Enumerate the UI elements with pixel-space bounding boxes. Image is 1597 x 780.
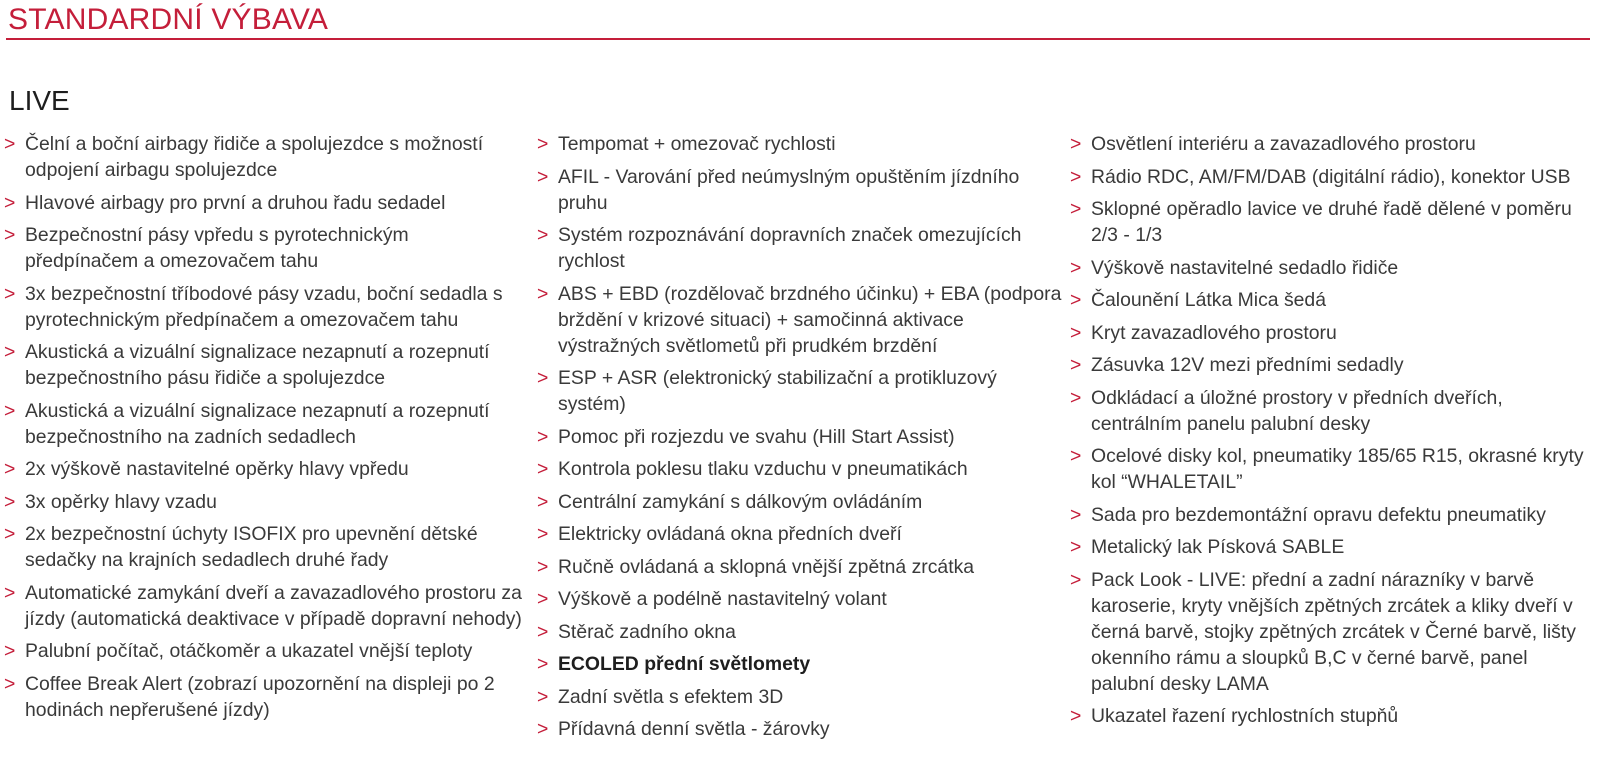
- bullet-marker: >: [537, 458, 549, 480]
- bullet-marker: >: [1070, 503, 1082, 526]
- feature-text: Stěrač zadního okna: [558, 620, 736, 643]
- feature-text: Centrální zamykání s dálkovým ovládáním: [558, 490, 923, 513]
- bullet-marker: >: [537, 620, 549, 643]
- bullet-marker: >: [537, 490, 549, 513]
- feature-list-item: [1070, 131, 1590, 157]
- feature-text: AFIL - Varování před neúmyslným opuštěním jízdního pruhu: [558, 165, 1020, 214]
- feature-list-item: [4, 580, 524, 632]
- feature-list-item: [537, 521, 1065, 547]
- feature-list-item: [537, 684, 1065, 710]
- feature-text: ESP + ASR (elektronický stabilizační a protikluzový systém): [558, 367, 997, 415]
- feature-text: Bezpečnostní pásy vpředu s pyrotechnickým předpínačem a omezovačem tahu: [25, 224, 409, 272]
- feature-text: 3x bezpečnostní tříbodové pásy vzadu, boční sedadla s pyrotechnickým předpínačem a omezovačem tahu: [25, 282, 503, 331]
- feature-text: Akustická a vizuální signalizace nezapnutí a rozepnutí bezpečnostního na zadních sedadlech: [25, 399, 490, 448]
- bullet-marker: >: [1070, 386, 1082, 409]
- bullet-marker: >: [537, 165, 549, 188]
- bullet-marker: >: [1070, 256, 1082, 279]
- feature-list-item: [537, 716, 1065, 742]
- feature-list-item: [1070, 352, 1590, 378]
- feature-list-item: [4, 131, 524, 183]
- bullet-marker: >: [1070, 133, 1082, 155]
- feature-list-item: [4, 671, 524, 723]
- feature-list-item: [1070, 164, 1590, 190]
- bullet-marker: >: [1070, 165, 1082, 188]
- page-title: STANDARDNÍ VÝBAVA: [8, 3, 329, 36]
- feature-text: Ukazatel řazení rychlostních stupňů: [1091, 705, 1399, 727]
- feature-list-item: [537, 489, 1065, 515]
- feature-text: Osvětlení interiéru a zavazadlového prostoru: [1091, 133, 1476, 155]
- trim-level-heading: LIVE: [9, 85, 70, 116]
- feature-list-item: [537, 554, 1065, 580]
- bullet-marker: >: [537, 133, 549, 155]
- bullet-marker: >: [1070, 445, 1082, 467]
- feature-list-item: [1070, 320, 1590, 346]
- bullet-marker: >: [537, 685, 549, 708]
- title-divider: [6, 38, 1590, 40]
- feature-list-item: [4, 398, 524, 450]
- bullet-marker: >: [537, 653, 549, 675]
- feature-list-item: [1070, 567, 1590, 697]
- feature-list-item: [537, 424, 1065, 450]
- feature-list-item: [1070, 703, 1590, 729]
- bullet-marker: >: [4, 224, 16, 246]
- bullet-marker: >: [4, 282, 16, 305]
- feature-text: Kontrola poklesu tlaku vzduchu v pneumatikách: [558, 458, 968, 480]
- feature-text: ABS + EBD (rozdělovač brzdného účinku) + EBA (podpora brždění v krizové situaci) + samočinná aktivace výstražných světlometů při prudkém brzdění: [558, 282, 1062, 357]
- feature-text: Coffee Break Alert (zobrazí upozornění na displeji po 2 hodinách nepřerušené jízdy): [25, 672, 495, 721]
- feature-list-item: [537, 164, 1065, 216]
- feature-text: Akustická a vizuální signalizace nezapnutí a rozepnutí bezpečnostního pásu řidiče a spolujezdce: [25, 341, 490, 389]
- feature-list-item: [537, 619, 1065, 645]
- bullet-marker: >: [4, 399, 16, 422]
- feature-text: Přídavná denní světla - žárovky: [558, 718, 830, 740]
- feature-list-item: [1070, 287, 1590, 313]
- bullet-marker: >: [4, 191, 16, 214]
- bullet-marker: >: [4, 581, 16, 604]
- bullet-marker: >: [4, 458, 16, 480]
- feature-column-3: [1070, 131, 1590, 736]
- feature-list-item: [4, 489, 524, 515]
- feature-text: Výškově a podélně nastavitelný volant: [558, 588, 887, 610]
- bullet-marker: >: [4, 341, 16, 363]
- bullet-marker: >: [4, 672, 16, 695]
- bullet-marker: >: [537, 282, 549, 305]
- feature-list-item: [537, 365, 1065, 417]
- feature-text: 2x bezpečnostní úchyty ISOFIX pro upevnění dětské sedačky na krajních sedadlech druhé řady: [25, 523, 478, 571]
- feature-text: ECOLED přední světlomety: [558, 653, 811, 675]
- feature-list-item: [537, 131, 1065, 157]
- bullet-marker: >: [537, 367, 549, 389]
- bullet-marker: >: [1070, 354, 1082, 376]
- feature-list-item: [537, 586, 1065, 612]
- feature-list-item: [1070, 502, 1590, 528]
- bullet-marker: >: [4, 133, 16, 155]
- bullet-marker: >: [1070, 568, 1082, 591]
- feature-text: Tempomat + omezovač rychlosti: [558, 133, 836, 155]
- feature-text: Kryt zavazadlového prostoru: [1091, 321, 1337, 344]
- feature-text: Metalický lak Písková SABLE: [1091, 536, 1345, 558]
- feature-list-item: [1070, 196, 1590, 248]
- bullet-marker: >: [1070, 321, 1082, 344]
- feature-list-item: [4, 521, 524, 573]
- bullet-marker: >: [1070, 705, 1082, 727]
- feature-list-item: [1070, 534, 1590, 560]
- feature-list-item: [4, 281, 524, 333]
- feature-text: Hlavové airbagy pro první a druhou řadu sedadel: [25, 191, 446, 214]
- feature-text: Ručně ovládaná a sklopná vnější zpětná zrcátka: [558, 555, 975, 578]
- bullet-marker: >: [4, 523, 16, 545]
- feature-text: Automatické zamykání dveří a zavazadlového prostoru za jízdy (automatická deaktivace v případě dopravní nehody): [25, 581, 522, 630]
- feature-list-item: [4, 190, 524, 216]
- bullet-marker: >: [4, 490, 16, 513]
- feature-text: Odkládací a úložné prostory v předních dveřích, centrálním panelu palubní desky: [1091, 386, 1503, 435]
- bullet-marker: >: [537, 718, 549, 740]
- feature-text: Elektricky ovládaná okna předních dveří: [558, 523, 902, 545]
- feature-text: Pomoc při rozjezdu ve svahu (Hill Start Assist): [558, 425, 955, 448]
- feature-list-item: [537, 222, 1065, 274]
- feature-list-item: [4, 638, 524, 664]
- feature-text: 3x opěrky hlavy vzadu: [25, 490, 217, 513]
- feature-list-item: [4, 222, 524, 274]
- feature-list-item: [1070, 385, 1590, 437]
- feature-list-item: [537, 651, 1065, 677]
- feature-text: Čalounění Látka Mica šedá: [1091, 289, 1326, 311]
- feature-column-2: [537, 131, 1065, 749]
- feature-text: Ocelové disky kol, pneumatiky 185/65 R15, okrasné kryty kol “WHALETAIL”: [1091, 445, 1584, 493]
- feature-text: Zásuvka 12V mezi předními sedadly: [1091, 354, 1404, 376]
- feature-text: Sklopné opěradlo lavice ve druhé řadě dělené v poměru 2/3 - 1/3: [1091, 198, 1572, 246]
- bullet-marker: >: [4, 640, 16, 662]
- feature-text: Čelní a boční airbagy řidiče a spolujezdce s možností odpojení airbagu spolujezdce: [25, 133, 484, 181]
- bullet-marker: >: [537, 588, 549, 610]
- feature-column-1: [4, 131, 524, 729]
- bullet-marker: >: [1070, 536, 1082, 558]
- bullet-marker: >: [537, 555, 549, 578]
- bullet-marker: >: [537, 523, 549, 545]
- bullet-marker: >: [1070, 198, 1082, 220]
- feature-text: Pack Look - LIVE: přední a zadní nárazníky v barvě karoserie, kryty vnějších zpětných zrcátek a kliky dveří v černá barvě, stojky zpětných zrcátek v Černé barvě, lišty okenního rámu a sloupků B,C v černé barvě, panel palubní desky LAMA: [1091, 568, 1576, 695]
- feature-list-item: [537, 456, 1065, 482]
- feature-list-item: [4, 456, 524, 482]
- feature-list-item: [1070, 443, 1590, 495]
- feature-text: Výškově nastavitelné sedadlo řidiče: [1091, 256, 1399, 279]
- feature-text: Systém rozpoznávání dopravních značek omezujících rychlost: [558, 224, 1022, 272]
- feature-text: Sada pro bezdemontážní opravu defektu pneumatiky: [1091, 503, 1546, 526]
- bullet-marker: >: [1070, 289, 1082, 311]
- feature-text: Palubní počítač, otáčkoměr a ukazatel vnější teploty: [25, 640, 473, 662]
- feature-text: 2x výškově nastavitelné opěrky hlavy vpředu: [25, 458, 409, 480]
- feature-text: Zadní světla s efektem 3D: [558, 685, 784, 708]
- feature-list-item: [1070, 255, 1590, 281]
- bullet-marker: >: [537, 224, 549, 246]
- feature-list-item: [537, 281, 1065, 359]
- feature-list-item: [4, 339, 524, 391]
- feature-text: Rádio RDC, AM/FM/DAB (digitální rádio), konektor USB: [1091, 165, 1571, 188]
- bullet-marker: >: [537, 425, 549, 448]
